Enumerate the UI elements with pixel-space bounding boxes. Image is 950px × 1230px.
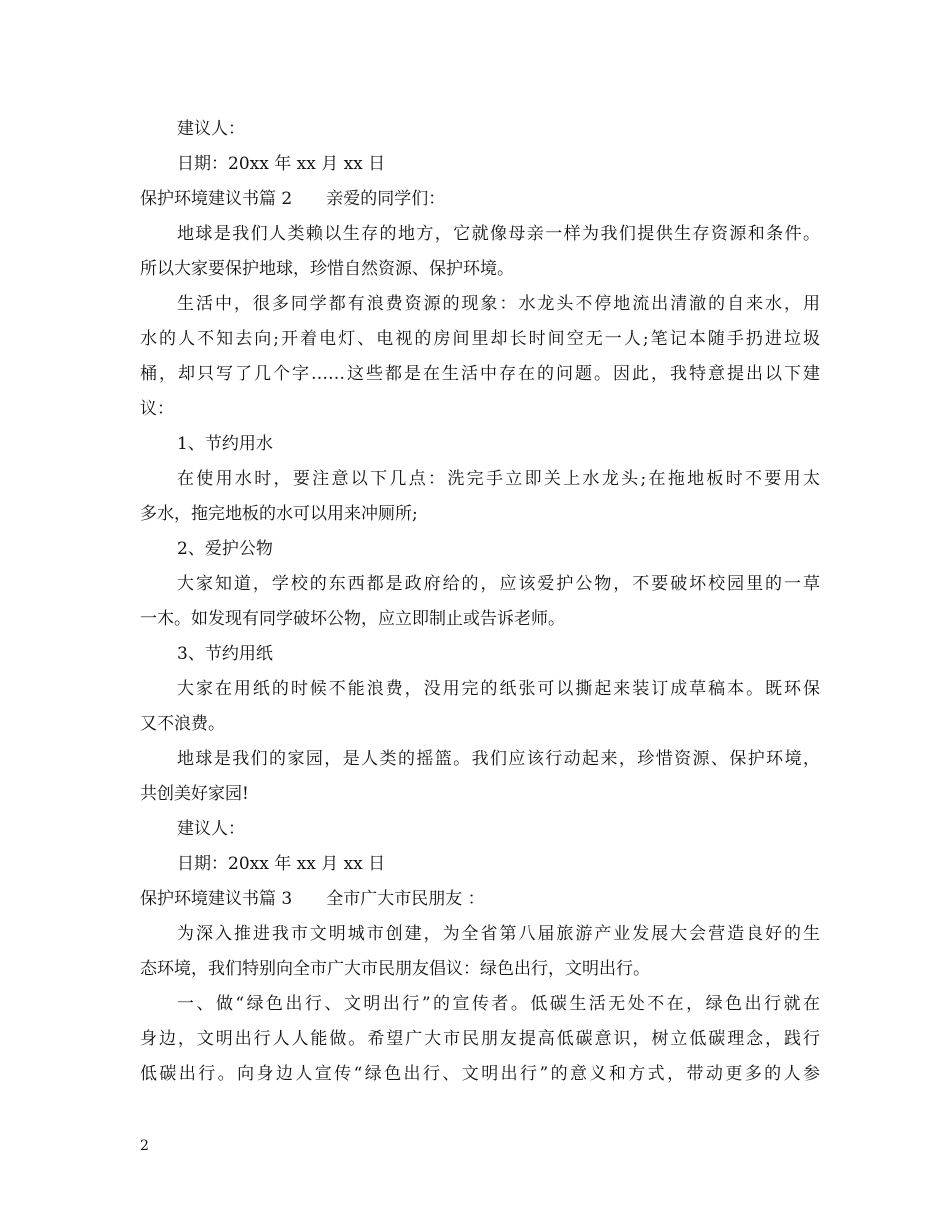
paragraph-line: 又不浪费。 [140,714,225,734]
list-heading: 1、节约用水 [177,434,273,454]
section-heading: 保护环境建议书篇 3 全市广大市民朋友 ： [140,889,485,909]
signature-label: 建议人： [177,819,245,839]
date-line: 日期：20xx 年 xx 月 xx 日 [177,154,386,174]
paragraph-line: 桶，却只写了几个字……这些都是在生活中存在的问题。因此，我特意提出以下建 [140,364,820,384]
paragraph-line: 身边，文明出行人人能做。希望广大市民朋友提高低碳意识，树立低碳理念，践行 [140,1029,820,1049]
paragraph-line: 为深入推进我市文明城市创建，为全省第八届旅游产业发展大会营造良好的生 [177,924,820,944]
paragraph-line: 生活中，很多同学都有浪费资源的现象：水龙头不停地流出清澈的自来水，用 [177,294,820,314]
paragraph-line: 大家在用纸的时候不能浪费，没用完的纸张可以撕起来装订成草稿本。既环保 [177,679,820,699]
paragraph-line: 一木。如发现有同学破坏公物，应立即制止或告诉老师。 [140,609,565,629]
paragraph-line: 在使用水时，要注意以下几点：洗完手立即关上水龙头;在拖地板时不要用太 [177,469,820,489]
paragraph-line: 水的人不知去向;开着电灯、电视的房间里却长时间空无一人;笔记本随手扔进垃圾 [140,329,820,349]
paragraph-line: 所以大家要保护地球，珍惜自然资源、保护环境。 [140,259,514,279]
paragraph-line: 议： [140,399,174,419]
paragraph-line: 共创美好家园! [140,784,249,804]
paragraph-line: 多水，拖完地板的水可以用来冲厕所; [140,504,418,524]
page-number: 2 [140,1138,149,1154]
section-heading: 保护环境建议书篇 2 亲爱的同学们： [140,189,446,209]
date-line: 日期：20xx 年 xx 月 xx 日 [177,854,386,874]
paragraph-line: 一、做“绿色出行、文明出行”的宣传者。低碳生活无处不在，绿色出行就在 [177,994,820,1014]
paragraph-line: 大家知道，学校的东西都是政府给的，应该爱护公物，不要破坏校园里的一草 [177,574,820,594]
paragraph-line: 地球是我们的家园，是人类的摇篮。我们应该行动起来，珍惜资源、保护环境， [177,749,820,769]
paragraph-line: 低碳出行。向身边人宣传“绿色出行、文明出行”的意义和方式，带动更多的人参 [140,1064,820,1084]
paragraph-line: 态环境，我们特别向全市广大市民朋友倡议：绿色出行，文明出行。 [140,959,650,979]
list-heading: 2、爱护公物 [177,539,273,559]
list-heading: 3、节约用纸 [177,644,273,664]
signature-label: 建议人： [177,119,245,139]
paragraph-line: 地球是我们人类赖以生存的地方，它就像母亲一样为我们提供生存资源和条件。 [177,224,820,244]
